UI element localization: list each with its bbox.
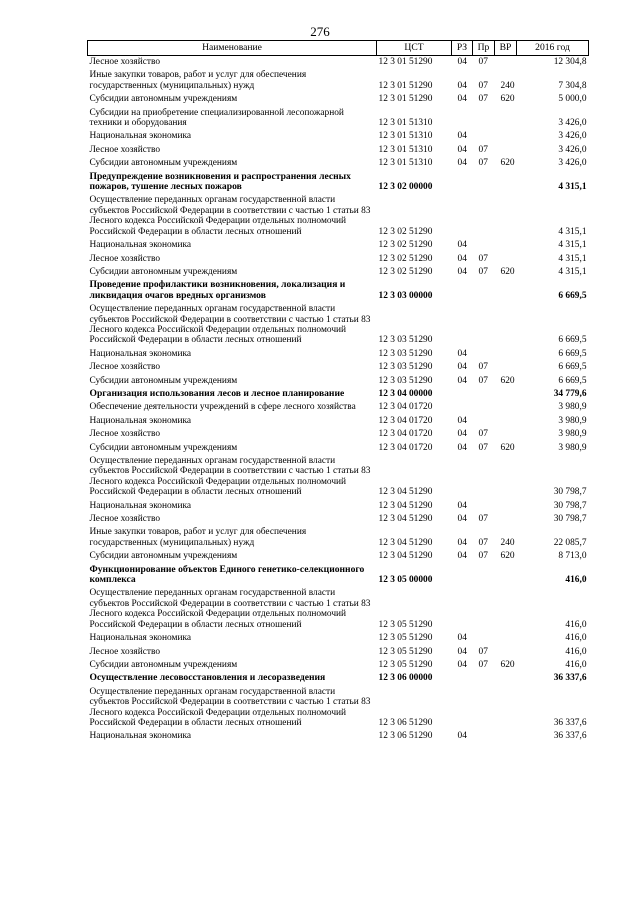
row-cst-cell: 12 3 04 00000 bbox=[378, 388, 433, 399]
row-cst-cell: 12 3 01 51310 bbox=[378, 158, 433, 169]
row-pr-cell: 07 bbox=[478, 375, 488, 386]
row-pr-cell: 07 bbox=[478, 442, 488, 453]
row-cst-cell: 12 3 01 51310 bbox=[378, 118, 433, 129]
row-rz-cell: 04 bbox=[457, 537, 467, 548]
row-amount-cell: 416,0 bbox=[565, 619, 587, 630]
row-rz-cell bbox=[452, 401, 473, 414]
row-cst-cell: 12 3 04 51290 bbox=[378, 537, 433, 548]
table-row bbox=[88, 93, 589, 106]
table-row bbox=[88, 587, 589, 632]
row-rz-cell: 04 bbox=[457, 500, 467, 511]
row-name-cell: Осуществление переданных органам государственной власти субъектов Российской Федерации в соответствии с частью 1 статьи 83 Лесного кодекса Российской Федерации отдельных полномочий Российской Федерации в области лесных отношений bbox=[89, 195, 371, 237]
header-rz: РЗ bbox=[452, 41, 473, 56]
row-name-cell: Осуществление переданных органам государственной власти субъектов Российской Федерации в соответствии с частью 1 статьи 83 Лесного кодекса Российской Федерации отдельных полномочий Российской Федерации в области лесных отношений bbox=[89, 304, 371, 346]
row-name-cell: Лесное хозяйство bbox=[89, 362, 161, 373]
row-pr-cell bbox=[473, 730, 495, 741]
page-number: 276 bbox=[310, 24, 330, 39]
row-rz-cell: 04 bbox=[457, 551, 467, 562]
row-amount-cell: 3 426,0 bbox=[558, 118, 587, 129]
row-amount-cell: 34 779,6 bbox=[553, 388, 587, 399]
row-cst-cell: 12 3 05 51290 bbox=[378, 619, 433, 630]
table-row bbox=[88, 564, 589, 588]
row-name-cell: Иные закупки товаров, работ и услуг для обеспечения государственных (муниципальных) нужд bbox=[89, 70, 307, 91]
header-year: 2016 год bbox=[517, 41, 589, 56]
row-rz-cell bbox=[452, 686, 473, 731]
row-name-cell: Субсидии автономным учреждениям bbox=[89, 266, 238, 277]
row-name-cell: Предупреждение возникновения и распространения лесных пожаров, тушение лесных пожаров bbox=[89, 170, 351, 193]
row-vr-cell bbox=[495, 348, 517, 361]
row-pr-cell: 07 bbox=[478, 514, 488, 525]
table-row bbox=[88, 442, 589, 455]
row-rz-cell: 04 bbox=[457, 375, 467, 386]
row-amount-cell: 3 980,9 bbox=[558, 415, 587, 426]
row-pr-cell bbox=[473, 388, 495, 401]
row-cst-cell: 12 3 06 00000 bbox=[378, 673, 433, 684]
row-rz-cell: 04 bbox=[457, 362, 467, 373]
row-cst-cell: 12 3 04 01720 bbox=[378, 442, 433, 453]
row-amount-cell: 30 798,7 bbox=[553, 514, 587, 525]
row-name-cell: Осуществление лесовосстановления и лесоразведения bbox=[89, 672, 326, 684]
row-rz-cell: 04 bbox=[457, 442, 467, 453]
table-row bbox=[88, 266, 589, 279]
table-row bbox=[88, 632, 589, 645]
row-cst-cell: 12 3 02 51290 bbox=[378, 240, 433, 251]
row-rz-cell: 04 bbox=[457, 94, 467, 105]
row-pr-cell: 07 bbox=[478, 94, 488, 105]
row-rz-cell: 04 bbox=[457, 57, 467, 67]
row-name-cell: Осуществление переданных органам государственной власти субъектов Российской Федерации в соответствии с частью 1 статьи 83 Лесного кодекса Российской Федерации отдельных полномочий Российской Федерации в области лесных отношений bbox=[89, 456, 371, 498]
row-amount-cell: 6 669,5 bbox=[558, 335, 587, 346]
row-pr-cell: 07 bbox=[478, 362, 488, 373]
row-pr-cell: 07 bbox=[478, 266, 488, 277]
row-vr-cell bbox=[495, 415, 517, 428]
table-row bbox=[88, 730, 589, 741]
row-pr-cell: 07 bbox=[478, 429, 488, 440]
row-pr-cell bbox=[473, 686, 495, 731]
row-amount-cell: 8 713,0 bbox=[558, 551, 587, 562]
row-vr-cell bbox=[495, 500, 517, 513]
table-row bbox=[88, 303, 589, 348]
row-cst-cell: 12 3 05 51290 bbox=[378, 633, 433, 644]
row-pr-cell: 07 bbox=[478, 646, 488, 657]
row-cst-cell: 12 3 03 51290 bbox=[378, 335, 433, 346]
row-vr-cell bbox=[495, 107, 517, 131]
row-pr-cell bbox=[473, 171, 495, 195]
row-vr-cell: 620 bbox=[500, 659, 515, 670]
table-row bbox=[88, 659, 589, 672]
row-amount-cell: 12 304,8 bbox=[553, 57, 587, 67]
row-amount-cell: 6 669,5 bbox=[558, 375, 587, 386]
row-vr-cell bbox=[495, 587, 517, 632]
row-vr-cell bbox=[495, 130, 517, 143]
row-vr-cell bbox=[495, 564, 517, 588]
row-name-cell: Лесное хозяйство bbox=[89, 429, 161, 440]
row-amount-cell: 416,0 bbox=[565, 646, 587, 657]
row-rz-cell: 04 bbox=[457, 415, 467, 426]
row-vr-cell: 620 bbox=[500, 551, 515, 562]
row-pr-cell bbox=[473, 415, 495, 428]
row-amount-cell: 3 426,0 bbox=[558, 158, 587, 169]
row-amount-cell: 6 669,5 bbox=[558, 290, 587, 301]
row-amount-cell: 4 315,1 bbox=[558, 266, 587, 277]
row-amount-cell: 3 426,0 bbox=[558, 144, 587, 155]
row-rz-cell bbox=[452, 279, 473, 303]
row-amount-cell: 30 798,7 bbox=[553, 487, 587, 498]
row-amount-cell: 4 315,1 bbox=[558, 182, 587, 193]
row-cst-cell: 12 3 01 51310 bbox=[378, 131, 433, 142]
table-row bbox=[88, 144, 589, 157]
row-pr-cell bbox=[473, 401, 495, 414]
table-row bbox=[88, 375, 589, 388]
row-pr-cell bbox=[473, 348, 495, 361]
row-name-cell: Национальная экономика bbox=[89, 240, 192, 251]
row-vr-cell bbox=[495, 361, 517, 374]
row-pr-cell bbox=[473, 587, 495, 632]
row-pr-cell bbox=[473, 107, 495, 131]
row-pr-cell bbox=[473, 130, 495, 143]
row-cst-cell: 12 3 01 51290 bbox=[378, 57, 433, 67]
row-name-cell: Субсидии автономным учреждениям bbox=[89, 94, 238, 105]
row-vr-cell bbox=[495, 401, 517, 414]
row-cst-cell: 12 3 04 51290 bbox=[378, 487, 433, 498]
row-rz-cell: 04 bbox=[457, 646, 467, 657]
row-vr-cell bbox=[495, 388, 517, 401]
row-cst-cell: 12 3 02 51290 bbox=[378, 266, 433, 277]
row-pr-cell bbox=[473, 239, 495, 252]
table-row bbox=[88, 130, 589, 143]
row-cst-cell: 12 3 04 01720 bbox=[378, 415, 433, 426]
table-row bbox=[88, 253, 589, 266]
row-cst-cell: 12 3 02 00000 bbox=[378, 182, 433, 193]
row-cst-cell: 12 3 01 51310 bbox=[378, 144, 433, 155]
row-amount-cell: 3 980,9 bbox=[558, 429, 587, 440]
row-rz-cell: 04 bbox=[457, 731, 467, 742]
row-cst-cell: 12 3 05 51290 bbox=[378, 659, 433, 670]
table-row bbox=[88, 550, 589, 563]
table-row bbox=[88, 348, 589, 361]
row-name-cell: Обеспечение деятельности учреждений в сфере лесного хозяйства bbox=[89, 402, 356, 413]
row-rz-cell bbox=[452, 455, 473, 500]
row-cst-cell: 12 3 03 51290 bbox=[378, 348, 433, 359]
row-vr-cell bbox=[495, 672, 517, 685]
row-pr-cell bbox=[473, 194, 495, 239]
row-amount-cell: 3 980,9 bbox=[558, 402, 587, 413]
row-amount-cell: 22 085,7 bbox=[553, 537, 587, 548]
row-vr-cell bbox=[495, 171, 517, 195]
row-name-cell: Субсидии автономным учреждениям bbox=[89, 158, 238, 169]
row-rz-cell bbox=[452, 107, 473, 131]
table-header-row bbox=[88, 41, 589, 56]
table-row bbox=[88, 388, 589, 401]
row-name-cell: Субсидии автономным учреждениям bbox=[89, 551, 238, 562]
row-cst-cell: 12 3 03 51290 bbox=[378, 362, 433, 373]
row-amount-cell: 3 426,0 bbox=[558, 131, 587, 142]
row-vr-cell: 620 bbox=[500, 442, 515, 453]
table-row bbox=[88, 686, 589, 731]
row-cst-cell: 12 3 02 51290 bbox=[378, 253, 433, 264]
row-vr-cell bbox=[495, 56, 517, 70]
table-row bbox=[88, 428, 589, 441]
row-rz-cell: 04 bbox=[457, 659, 467, 670]
row-vr-cell: 620 bbox=[500, 94, 515, 105]
row-vr-cell bbox=[495, 303, 517, 348]
row-cst-cell: 12 3 04 51290 bbox=[378, 514, 433, 525]
row-vr-cell: 240 bbox=[500, 537, 515, 548]
row-name-cell: Национальная экономика bbox=[89, 500, 192, 511]
row-rz-cell bbox=[452, 388, 473, 401]
row-rz-cell: 04 bbox=[457, 240, 467, 251]
row-cst-cell: 12 3 01 51290 bbox=[378, 80, 433, 91]
row-cst-cell: 12 3 04 01720 bbox=[378, 402, 433, 413]
row-pr-cell: 07 bbox=[478, 144, 488, 155]
row-rz-cell: 04 bbox=[457, 80, 467, 91]
row-rz-cell: 04 bbox=[457, 131, 467, 142]
row-pr-cell bbox=[473, 500, 495, 513]
row-name-cell: Субсидии автономным учреждениям bbox=[89, 659, 238, 670]
row-name-cell: Национальная экономика bbox=[89, 731, 192, 742]
row-cst-cell: 12 3 06 51290 bbox=[378, 731, 433, 742]
table-row bbox=[88, 171, 589, 195]
row-pr-cell bbox=[473, 632, 495, 645]
row-amount-cell: 416,0 bbox=[565, 659, 587, 670]
row-name-cell: Лесное хозяйство bbox=[89, 646, 161, 657]
row-rz-cell: 04 bbox=[457, 144, 467, 155]
row-rz-cell bbox=[452, 171, 473, 195]
row-amount-cell: 36 337,6 bbox=[553, 717, 587, 728]
row-pr-cell bbox=[473, 455, 495, 500]
table-row bbox=[88, 279, 589, 303]
row-rz-cell bbox=[452, 587, 473, 632]
row-amount-cell: 36 337,6 bbox=[553, 731, 587, 742]
row-name-cell: Осуществление переданных органам государственной власти субъектов Российской Федерации в соответствии с частью 1 статьи 83 Лесного кодекса Российской Федерации отдельных полномочий Российской Федерации в области лесных отношений bbox=[89, 686, 371, 728]
row-cst-cell: 12 3 02 51290 bbox=[378, 226, 433, 237]
row-name-cell: Национальная экономика bbox=[89, 348, 192, 359]
row-cst-cell: 12 3 04 01720 bbox=[378, 429, 433, 440]
header-vr: ВР bbox=[495, 41, 517, 56]
row-name-cell: Организация использования лесов и лесное планирование bbox=[89, 387, 345, 399]
row-cst-cell: 12 3 05 00000 bbox=[378, 575, 433, 586]
row-vr-cell bbox=[495, 279, 517, 303]
table-row bbox=[88, 239, 589, 252]
row-name-cell: Лесное хозяйство bbox=[89, 253, 161, 264]
table-row bbox=[88, 107, 589, 131]
row-pr-cell: 07 bbox=[478, 80, 488, 91]
table-row bbox=[88, 56, 589, 70]
row-vr-cell bbox=[495, 455, 517, 500]
row-name-cell: Субсидии автономным учреждениям bbox=[89, 442, 238, 453]
row-name-cell: Национальная экономика bbox=[89, 633, 192, 644]
row-rz-cell bbox=[452, 564, 473, 588]
table-row bbox=[88, 513, 589, 526]
row-cst-cell: 12 3 06 51290 bbox=[378, 717, 433, 728]
row-pr-cell bbox=[473, 303, 495, 348]
row-rz-cell: 04 bbox=[457, 158, 467, 169]
row-vr-cell bbox=[495, 513, 517, 526]
row-amount-cell: 416,0 bbox=[565, 575, 587, 586]
row-pr-cell: 07 bbox=[478, 551, 488, 562]
row-name-cell: Субсидии на приобретение специализированной лесопожарной техники и оборудования bbox=[89, 107, 344, 129]
row-cst-cell: 12 3 01 51290 bbox=[378, 94, 433, 105]
row-name-cell: Лесное хозяйство bbox=[89, 57, 161, 67]
row-cst-cell: 12 3 04 51290 bbox=[378, 551, 433, 562]
row-rz-cell: 04 bbox=[457, 514, 467, 525]
row-vr-cell bbox=[495, 144, 517, 157]
row-pr-cell bbox=[473, 279, 495, 303]
row-name-cell: Национальная экономика bbox=[89, 415, 192, 426]
table-body bbox=[88, 56, 589, 742]
row-vr-cell bbox=[495, 730, 517, 741]
row-rz-cell bbox=[452, 194, 473, 239]
budget-table bbox=[87, 40, 589, 742]
row-rz-cell bbox=[452, 303, 473, 348]
row-amount-cell: 3 980,9 bbox=[558, 442, 587, 453]
row-rz-cell: 04 bbox=[457, 429, 467, 440]
header-name: Наименование bbox=[88, 41, 377, 56]
row-rz-cell: 04 bbox=[457, 253, 467, 264]
row-amount-cell: 4 315,1 bbox=[558, 226, 587, 237]
table-row bbox=[88, 401, 589, 414]
row-vr-cell: 240 bbox=[500, 80, 515, 91]
row-cst-cell: 12 3 04 51290 bbox=[378, 500, 433, 511]
row-name-cell: Функционирование объектов Единого генетико-селекционного комплекса bbox=[89, 563, 365, 586]
row-vr-cell: 620 bbox=[500, 158, 515, 169]
row-cst-cell: 12 3 03 00000 bbox=[378, 290, 433, 301]
row-amount-cell: 7 304,8 bbox=[558, 80, 587, 91]
row-cst-cell: 12 3 03 51290 bbox=[378, 375, 433, 386]
table-row bbox=[88, 194, 589, 239]
row-vr-cell bbox=[495, 646, 517, 659]
row-name-cell: Лесное хозяйство bbox=[89, 514, 161, 525]
row-pr-cell bbox=[473, 564, 495, 588]
row-vr-cell bbox=[495, 253, 517, 266]
row-amount-cell: 30 798,7 bbox=[553, 500, 587, 511]
table-row bbox=[88, 361, 589, 374]
row-name-cell: Проведение профилактики возникновения, локализация и ликвидация очагов вредных организмов bbox=[89, 279, 346, 301]
row-pr-cell: 07 bbox=[478, 659, 488, 670]
row-rz-cell bbox=[452, 672, 473, 685]
header-pr: Пр bbox=[473, 41, 495, 56]
row-pr-cell: 07 bbox=[478, 158, 488, 169]
row-vr-cell: 620 bbox=[500, 375, 515, 386]
table-row bbox=[88, 500, 589, 513]
row-amount-cell: 36 337,6 bbox=[553, 673, 587, 684]
table-row bbox=[88, 646, 589, 659]
row-pr-cell: 07 bbox=[478, 253, 488, 264]
table-row bbox=[88, 69, 589, 93]
row-vr-cell bbox=[495, 194, 517, 239]
table-row bbox=[88, 455, 589, 500]
row-name-cell: Национальная экономика bbox=[89, 131, 192, 142]
row-name-cell: Субсидии автономным учреждениям bbox=[89, 375, 238, 386]
row-vr-cell bbox=[495, 239, 517, 252]
table-row bbox=[88, 672, 589, 685]
row-amount-cell: 5 000,0 bbox=[558, 94, 587, 105]
row-vr-cell bbox=[495, 632, 517, 645]
row-rz-cell: 04 bbox=[457, 633, 467, 644]
row-amount-cell: 6 669,5 bbox=[558, 362, 587, 373]
row-amount-cell: 6 669,5 bbox=[558, 348, 587, 359]
row-rz-cell: 04 bbox=[457, 266, 467, 277]
header-cst: ЦСТ bbox=[377, 41, 452, 56]
row-amount-cell: 4 315,1 bbox=[558, 240, 587, 251]
row-name-cell: Лесное хозяйство bbox=[89, 144, 161, 155]
table-row bbox=[88, 157, 589, 170]
row-amount-cell: 4 315,1 bbox=[558, 253, 587, 264]
row-name-cell: Иные закупки товаров, работ и услуг для обеспечения государственных (муниципальных) нужд bbox=[89, 527, 307, 548]
table-row bbox=[88, 526, 589, 550]
row-pr-cell bbox=[473, 672, 495, 685]
row-vr-cell bbox=[495, 686, 517, 731]
row-rz-cell: 04 bbox=[457, 348, 467, 359]
row-cst-cell: 12 3 05 51290 bbox=[378, 646, 433, 657]
row-pr-cell: 07 bbox=[478, 57, 488, 67]
row-name-cell: Осуществление переданных органам государственной власти субъектов Российской Федерации в соответствии с частью 1 статьи 83 Лесного кодекса Российской Федерации отдельных полномочий Российской Федерации в области лесных отношений bbox=[89, 588, 371, 630]
row-pr-cell: 07 bbox=[478, 537, 488, 548]
row-vr-cell bbox=[495, 428, 517, 441]
table-row bbox=[88, 415, 589, 428]
row-vr-cell: 620 bbox=[500, 266, 515, 277]
row-amount-cell: 416,0 bbox=[565, 633, 587, 644]
